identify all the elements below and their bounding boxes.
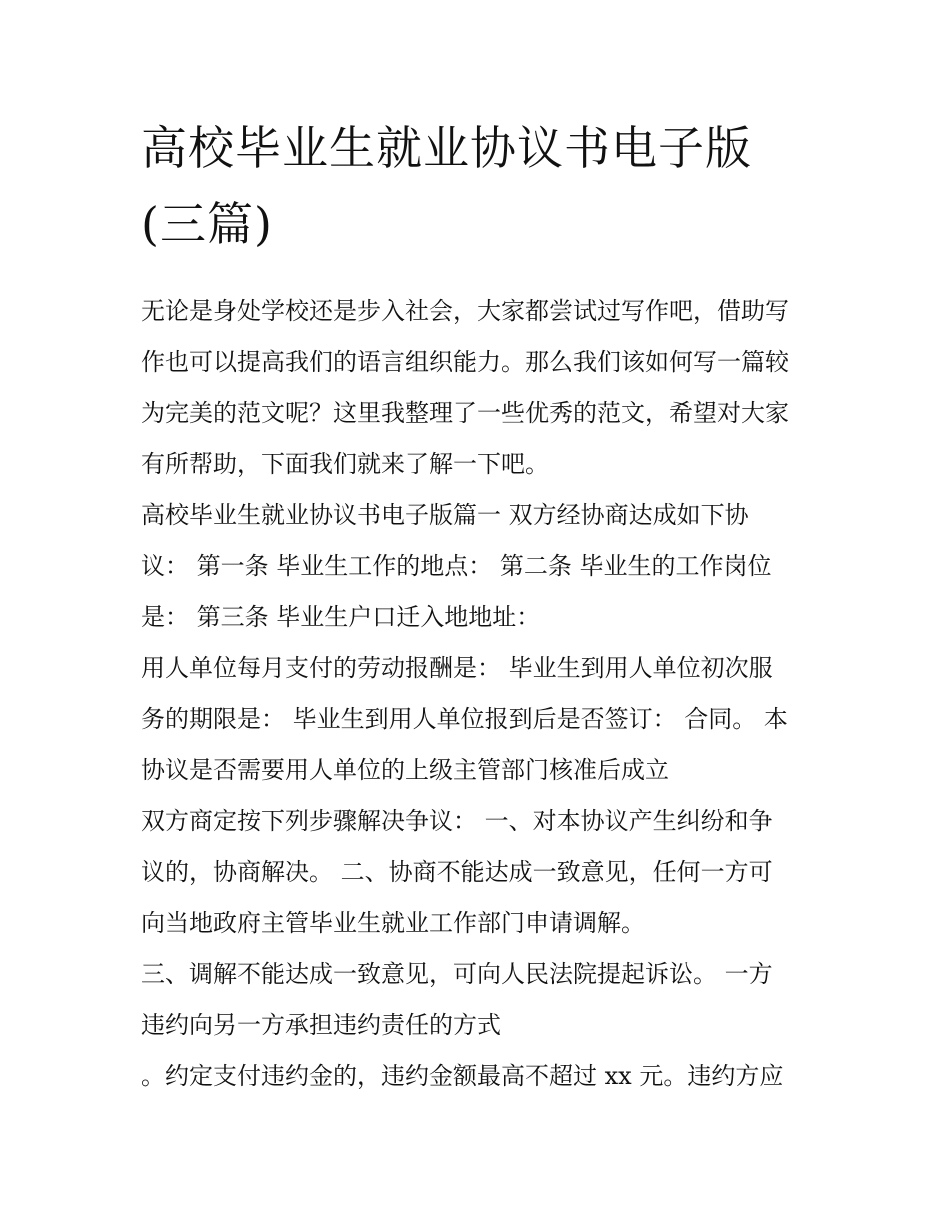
agreement-paragraph [141, 490, 821, 643]
agreement-paragraph [141, 949, 821, 1051]
text-line: 协议是否需要用人单位的上级主管部门核准后成立 [141, 756, 669, 784]
text-line: 无论是身处学校还是步入社会，大家都尝试过写作吧，借助写 [141, 297, 789, 325]
text-line: 为完美的范文呢？这里我整理了一些优秀的范文，希望对大家 [141, 399, 789, 427]
text-line: 用人单位每月支付的劳动报酬是： 毕业生到用人单位初次服 [141, 654, 773, 682]
text-line: 违约向另一方承担违约责任的方式 [141, 1011, 501, 1039]
text-line: 双方商定按下列步骤解决争议： 一、对本协议产生纠纷和争 [141, 807, 773, 835]
text-line: 作也可以提高我们的语言组织能力。那么我们该如何写一篇较 [141, 348, 789, 376]
text-line: 是： 第三条 毕业生户口迁入地地址： [141, 603, 541, 631]
text-line: 有所帮助，下面我们就来了解一下吧。 [141, 450, 549, 478]
intro-paragraph [141, 286, 821, 490]
text-line: 议的，协商解决。 二、协商不能达成一致意见，任何一方可 [141, 858, 773, 886]
title-line: (三篇) [141, 197, 273, 251]
text-line: 议： 第一条 毕业生工作的地点： 第二条 毕业生的工作岗位 [141, 552, 772, 580]
text-line: 高校毕业生就业协议书电子版篇一 双方经协商达成如下协 [141, 501, 749, 529]
document-title [141, 110, 821, 262]
agreement-paragraph [141, 796, 821, 949]
text-line: 向当地政府主管毕业生就业工作部门申请调解。 [141, 909, 645, 937]
document-body [141, 110, 821, 1102]
title-line: 高校毕业生就业协议书电子版 [141, 121, 752, 175]
agreement-paragraph [141, 1051, 821, 1102]
text-line: 。约定支付违约金的，违约金额最高不超过 xx 元。违约方应 [141, 1062, 784, 1090]
text-line: 三、调解不能达成一致意见，可向人民法院提起诉讼。 一方 [141, 960, 773, 988]
agreement-paragraph [141, 643, 821, 796]
text-line: 务的期限是： 毕业生到用人单位报到后是否签订： 合同。 本 [141, 705, 788, 733]
